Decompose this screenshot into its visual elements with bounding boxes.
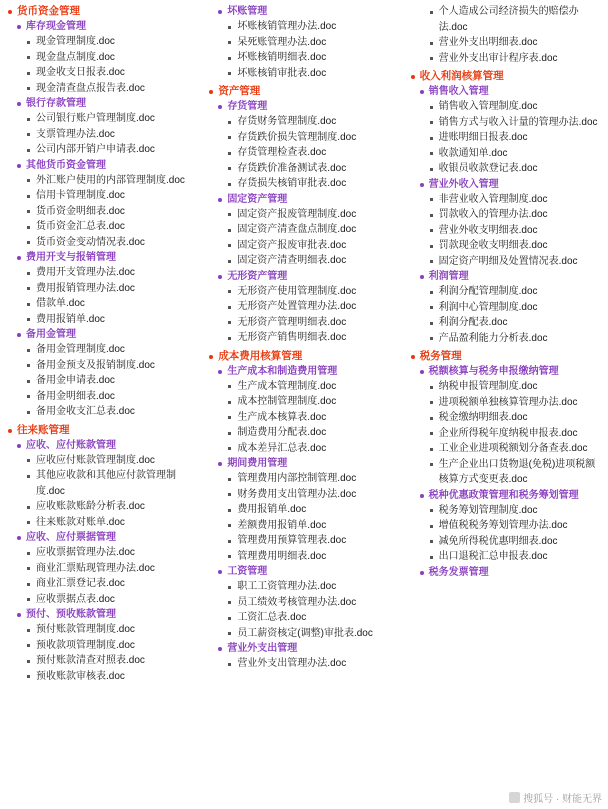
tree-item-file[interactable]: 固定资产清查盘点制度.doc — [207, 222, 400, 238]
tree-item-file[interactable]: 生产企业出口货物退(免税)进项税额核算方式变更表.doc — [409, 457, 602, 488]
tree-item-file[interactable]: 坏账核销明细表.doc — [207, 50, 400, 66]
tree-item-file[interactable]: 商业汇票贴现管理办法.doc — [6, 561, 199, 577]
tree-item-file[interactable]: 工业企业进项税额划分备查表.doc — [409, 441, 602, 457]
tree-item-l2[interactable]: 固定资产管理 — [207, 192, 400, 207]
tree-item-file[interactable]: 利润分配表.doc — [409, 315, 602, 331]
tree-item-file[interactable]: 无形资产销售明细表.doc — [207, 330, 400, 346]
tree-item-l2[interactable]: 营业外收入管理 — [409, 177, 602, 192]
tree-item-file[interactable]: 货币资金汇总表.doc — [6, 219, 199, 235]
tree-item-l2[interactable]: 应收、应付票据管理 — [6, 530, 199, 545]
tree-item-file[interactable]: 坏账核销管理办法.doc — [207, 19, 400, 35]
tree-item-file[interactable]: 罚款收入的管理办法.doc — [409, 207, 602, 223]
tree-item-l1[interactable]: 往来账管理 — [6, 423, 199, 438]
tree-item-file[interactable]: 产品盈利能力分析表.doc — [409, 331, 602, 347]
tree-item-file[interactable]: 营业外支出审计程序表.doc — [409, 51, 602, 67]
tree-item-file[interactable]: 税务筹划管理制度.doc — [409, 503, 602, 519]
tree-item-file[interactable]: 固定资产清查明细表.doc — [207, 253, 400, 269]
tree-item-file[interactable]: 预收款项管理制度.doc — [6, 638, 199, 654]
tree-item-file[interactable]: 营业外支出明细表.doc — [409, 35, 602, 51]
tree-item-file[interactable]: 备用金管理制度.doc — [6, 342, 199, 358]
tree-list-2 — [207, 4, 400, 672]
tree-item-file[interactable]: 利润分配管理制度.doc — [409, 284, 602, 300]
column-1 — [2, 4, 203, 809]
tree-item-file[interactable]: 应收账款账龄分析表.doc — [6, 499, 199, 515]
tree-item-file[interactable]: 应收应付账款管理制度.doc — [6, 453, 199, 469]
tree-item-file[interactable]: 公司银行账户管理制度.doc — [6, 111, 199, 127]
tree-item-file[interactable]: 备用金申请表.doc — [6, 373, 199, 389]
tree-item-l2[interactable]: 生产成本和制造费用管理 — [207, 364, 400, 379]
tree-item-file[interactable]: 生产成本核算表.doc — [207, 410, 400, 426]
tree-item-file[interactable]: 差额费用报销单.doc — [207, 518, 400, 534]
tree-item-file[interactable]: 存货管理检查表.doc — [207, 145, 400, 161]
tree-item-file[interactable]: 固定资产报废管理制度.doc — [207, 207, 400, 223]
column-3 — [405, 4, 606, 809]
tree-item-file[interactable]: 无形资产处置管理办法.doc — [207, 299, 400, 315]
tree-item-file[interactable]: 管理费用明细表.doc — [207, 549, 400, 565]
tree-item-file[interactable]: 销售方式与收入计量的管理办法.doc — [409, 115, 602, 131]
tree-item-file[interactable]: 存货财务管理制度.doc — [207, 114, 400, 130]
tree-item-file[interactable]: 支票管理办法.doc — [6, 127, 199, 143]
tree-item-file[interactable]: 信用卡管理制度.doc — [6, 188, 199, 204]
tree-item-file[interactable]: 收银员收款登记表.doc — [409, 161, 602, 177]
tree-item-file[interactable]: 应收票据点表.doc — [6, 592, 199, 608]
tree-item-file[interactable]: 费用报销管理办法.doc — [6, 281, 199, 297]
tree-item-file[interactable]: 企业所得税年度纳税申报表.doc — [409, 426, 602, 442]
tree-item-l2[interactable]: 其他货币资金管理 — [6, 158, 199, 173]
tree-item-file[interactable]: 预收账款审核表.doc — [6, 669, 199, 685]
tree-item-file[interactable]: 制造费用分配表.doc — [207, 425, 400, 441]
tree-item-file[interactable]: 管理费用预算管理表.doc — [207, 533, 400, 549]
tree-item-file[interactable]: 营业外支出管理办法.doc — [207, 656, 400, 672]
tree-item-file[interactable]: 管理费用内部控制管理.doc — [207, 471, 400, 487]
tree-item-file[interactable]: 增值税税务筹划管理办法.doc — [409, 518, 602, 534]
tree-item-file[interactable]: 非营业收入管理制度.doc — [409, 192, 602, 208]
tree-item-l2[interactable]: 坏账管理 — [207, 4, 400, 19]
tree-item-l2[interactable]: 库存现金管理 — [6, 19, 199, 34]
tree-item-file[interactable]: 预付账款清查对照表.doc — [6, 653, 199, 669]
tree-item-file[interactable]: 进项税额单独核算管理办法.doc — [409, 395, 602, 411]
column-2 — [203, 4, 404, 809]
tree-item-file[interactable]: 罚款现金收支明细表.doc — [409, 238, 602, 254]
tree-item-file[interactable]: 备用金预支及报销制度.doc — [6, 358, 199, 374]
tree-item-file[interactable]: 费用报销单.doc — [207, 502, 400, 518]
tree-item-l2[interactable]: 期间费用管理 — [207, 456, 400, 471]
tree-item-file[interactable]: 无形资产管理明细表.doc — [207, 315, 400, 331]
tree-item-file[interactable]: 呆死账管理办法.doc — [207, 35, 400, 51]
tree-item-l2[interactable]: 营业外支出管理 — [207, 641, 400, 656]
tree-item-l2[interactable]: 税务发票管理 — [409, 565, 602, 580]
tree-list-3 — [409, 4, 602, 580]
watermark-text: 搜狐号 · 财能无界 — [523, 794, 602, 805]
tree-item-l2[interactable]: 费用开支与报销管理 — [6, 250, 199, 265]
tree-item-l2[interactable]: 预付、预收账款管理 — [6, 607, 199, 622]
tree-item-file[interactable]: 费用报销单.doc — [6, 312, 199, 328]
tree-item-file[interactable]: 员工薪资核定(调整)审批表.doc — [207, 626, 400, 642]
tree-item-l2[interactable]: 工资管理 — [207, 564, 400, 579]
tree-item-file[interactable]: 税金缴纳明细表.doc — [409, 410, 602, 426]
tree-item-file[interactable]: 借款单.doc — [6, 296, 199, 312]
tree-item-file[interactable]: 现金管理制度.doc — [6, 34, 199, 50]
tree-item-file[interactable]: 利润中心管理制度.doc — [409, 300, 602, 316]
tree-item-l1[interactable]: 货币资金管理 — [6, 4, 199, 19]
tree-item-file[interactable]: 货币资金明细表.doc — [6, 204, 199, 220]
tree-item-l2[interactable]: 无形资产管理 — [207, 269, 400, 284]
tree-item-file[interactable]: 应收票据管理办法.doc — [6, 545, 199, 561]
tree-item-file[interactable]: 公司内部开销户申请表.doc — [6, 142, 199, 158]
tree-item-file[interactable]: 个人造成公司经济损失的赔偿办法.doc — [409, 4, 602, 35]
tree-item-l2[interactable]: 应收、应付账款管理 — [6, 438, 199, 453]
tree-item-file[interactable]: 现金收支日报表.doc — [6, 65, 199, 81]
tree-item-file[interactable]: 工资汇总表.doc — [207, 610, 400, 626]
tree-item-l1[interactable]: 资产管理 — [207, 84, 400, 99]
tree-item-file[interactable]: 坏账核销审批表.doc — [207, 66, 400, 82]
tree-item-l1[interactable]: 税务管理 — [409, 349, 602, 364]
tree-item-file[interactable]: 收款通知单.doc — [409, 146, 602, 162]
tree-item-file[interactable]: 固定资产报废审批表.doc — [207, 238, 400, 254]
tree-item-file[interactable]: 货币资金变动情况表.doc — [6, 235, 199, 251]
tree-item-file[interactable]: 纳税申报管理制度.doc — [409, 379, 602, 395]
tree-item-file[interactable]: 职工工资管理办法.doc — [207, 579, 400, 595]
tree-item-file[interactable]: 减免所得税优惠明细表.doc — [409, 534, 602, 550]
tree-item-l2[interactable]: 利润管理 — [409, 269, 602, 284]
tree-item-file[interactable]: 成本控制管理制度.doc — [207, 394, 400, 410]
tree-item-file[interactable]: 无形资产使用管理制度.doc — [207, 284, 400, 300]
tree-item-file[interactable]: 存货损失核销审批表.doc — [207, 176, 400, 192]
tree-item-l2[interactable]: 销售收入管理 — [409, 84, 602, 99]
tree-item-l1[interactable]: 成本费用核算管理 — [207, 349, 400, 364]
tree-item-file[interactable]: 商业汇票登记表.doc — [6, 576, 199, 592]
tree-item-l2[interactable]: 存货管理 — [207, 99, 400, 114]
tree-item-l2[interactable]: 税额核算与税务申报缴纳管理 — [409, 364, 602, 379]
tree-item-file[interactable]: 外汇账户使用的内部管理制度.doc — [6, 173, 199, 189]
tree-item-file[interactable]: 存货跌价损失管理制度.doc — [207, 130, 400, 146]
watermark-logo-icon — [509, 792, 520, 803]
tree-item-file[interactable]: 生产成本管理制度.doc — [207, 379, 400, 395]
tree-list-1 — [6, 4, 199, 684]
tree-item-file[interactable]: 营业外收支明细表.doc — [409, 223, 602, 239]
tree-item-file[interactable]: 现金清查盘点报告表.doc — [6, 81, 199, 97]
tree-item-file[interactable]: 进账明细日报表.doc — [409, 130, 602, 146]
tree-item-file[interactable]: 固定资产明细及处置情况表.doc — [409, 254, 602, 270]
tree-item-file[interactable]: 往来账款对账单.doc — [6, 515, 199, 531]
tree-item-file[interactable]: 其他应收款和其他应付款管理制度.doc — [6, 468, 199, 499]
tree-item-file[interactable]: 财务费用支出管理办法.doc — [207, 487, 400, 503]
tree-item-file[interactable]: 出口退税汇总申报表.doc — [409, 549, 602, 565]
watermark — [509, 790, 602, 805]
tree-item-l2[interactable]: 税种优惠政策管理和税务筹划管理 — [409, 488, 602, 503]
tree-item-file[interactable]: 现金盘点制度.doc — [6, 50, 199, 66]
tree-item-file[interactable]: 成本差异汇总表.doc — [207, 441, 400, 457]
tree-item-file[interactable]: 存货跌价准备测试表.doc — [207, 161, 400, 177]
tree-item-file[interactable]: 销售收入管理制度.doc — [409, 99, 602, 115]
tree-item-file[interactable]: 备用金收支汇总表.doc — [6, 404, 199, 420]
tree-item-l1[interactable]: 收入利润核算管理 — [409, 69, 602, 84]
tree-item-file[interactable]: 预付账款管理制度.doc — [6, 622, 199, 638]
tree-item-l2[interactable]: 备用金管理 — [6, 327, 199, 342]
tree-item-file[interactable]: 员工绩效考核管理办法.doc — [207, 595, 400, 611]
tree-item-file[interactable]: 费用开支管理办法.doc — [6, 265, 199, 281]
tree-item-l2[interactable]: 银行存款管理 — [6, 96, 199, 111]
tree-item-file[interactable]: 备用金明细表.doc — [6, 389, 199, 405]
